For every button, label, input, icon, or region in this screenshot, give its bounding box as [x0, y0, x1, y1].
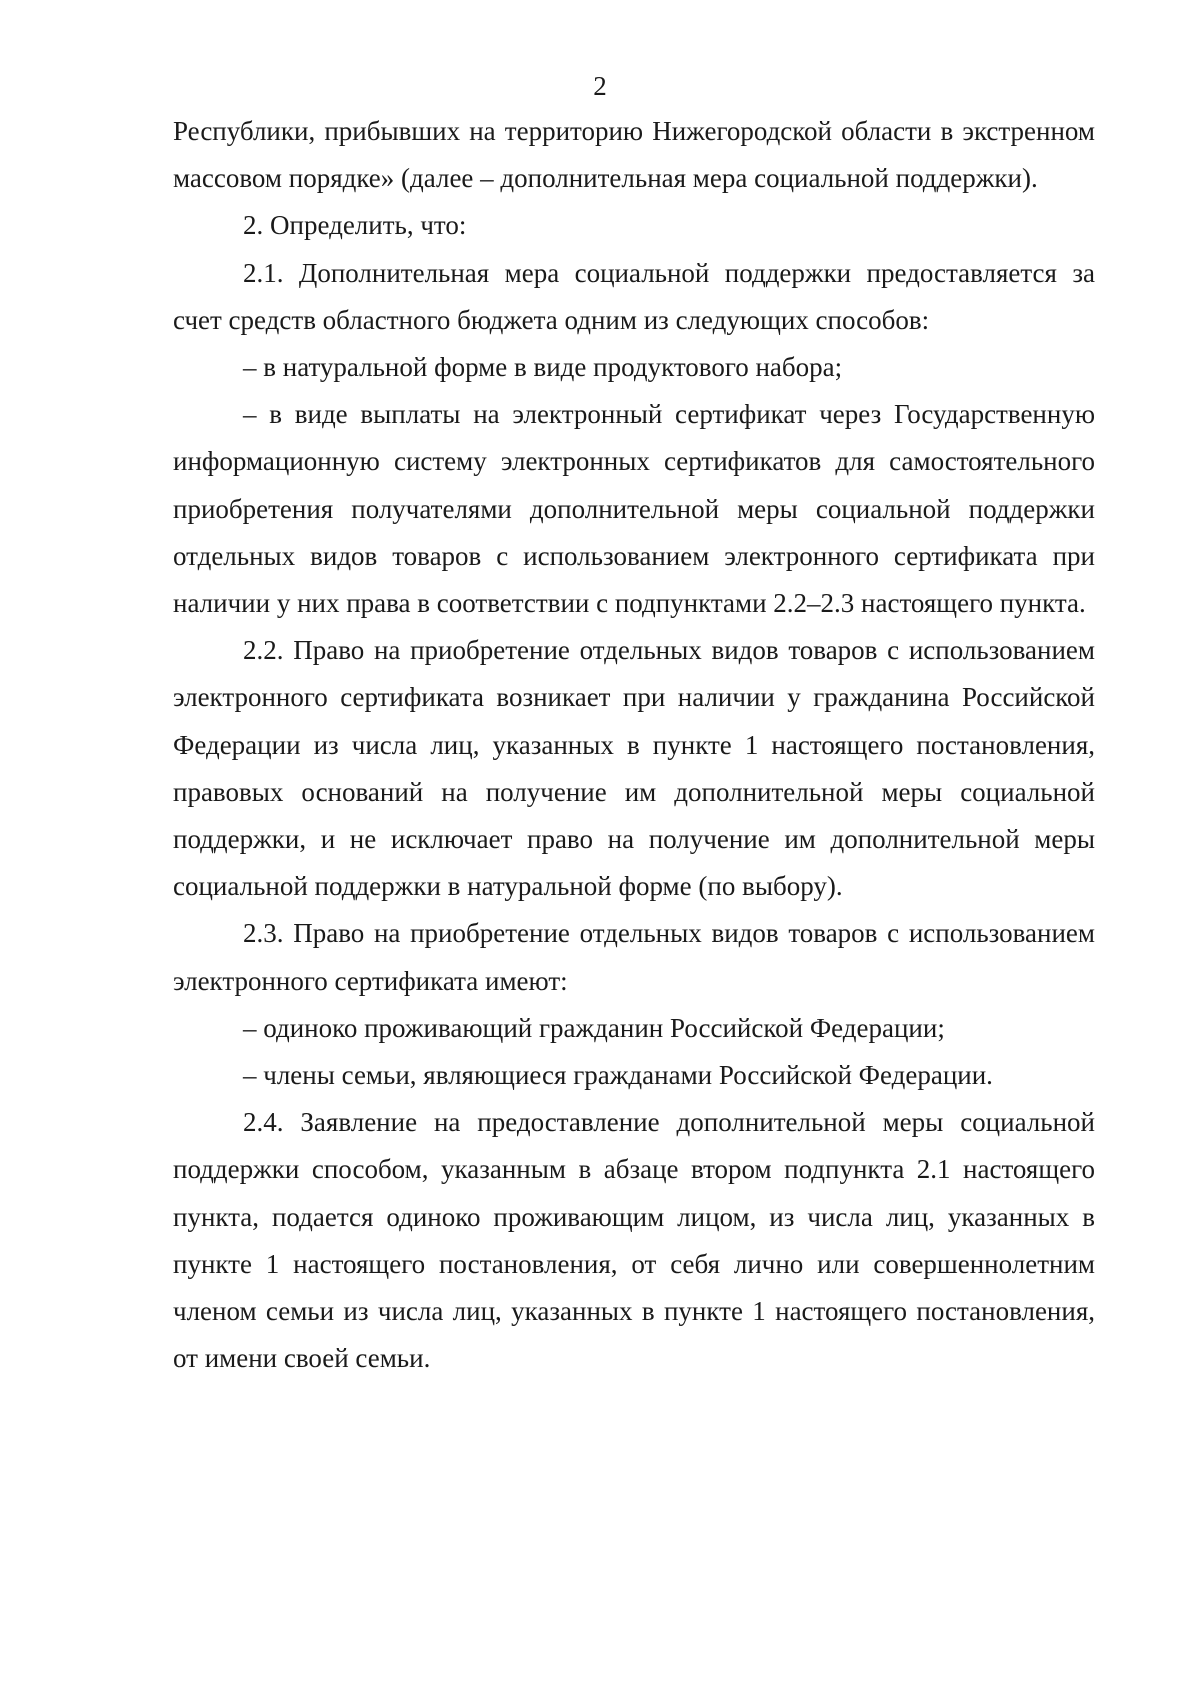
paragraph-item-2-3: 2.3. Право на приобретение отдельных видов товаров с использованием электронного сертификата имеют:	[173, 918, 1095, 996]
paragraph-dash-electronic-certificate: – в виде выплаты на электронный сертификат через Государственную информационную систему электронных сертификатов для самостоятельного приобретения получателями дополнительной меры социальной поддержки отдельных видов товаров с использованием электронного сертификата при наличии у них права в соответствии с подпунктами 2.2–2.3 настоящего пункта.	[173, 399, 1095, 619]
paragraph-continuation: Республики, прибывших на территорию Нижегородской области в экстренном массовом порядке» (далее – дополнительная мера социальной поддержки).	[173, 116, 1095, 194]
paragraph-item-2: 2. Определить, что:	[243, 210, 467, 241]
page-number: 2	[593, 71, 607, 101]
paragraph-item-2-2: 2.2. Право на приобретение отдельных видов товаров с использованием электронного сертификата возникает при наличии у гражданина Российской Федерации из числа лиц, указанных в пункте 1 настоящего постановления, правовых оснований на получение им дополнительной меры социальной поддержки, и не исключает право на получение им дополнительной меры социальной поддержки в натуральной форме (по выбору).	[173, 635, 1095, 902]
paragraph-item-2-1: 2.1. Дополнительная мера социальной поддержки предоставляется за счет средств областного бюджета одним из следующих способов:	[173, 257, 1095, 335]
paragraph-dash-single-citizen: – одиноко проживающий гражданин Российской Федерации;	[243, 1012, 945, 1043]
document-body	[173, 108, 1095, 1382]
paragraph-item-2-4: 2.4. Заявление на предоставление дополнительной меры социальной поддержки способом, указанным в абзаце втором подпункта 2.1 настоящего пункта, подается одиноко проживающим лицом, из числа лиц, указанных в пункте 1 настоящего постановления, от себя лично или совершеннолетним членом семьи из числа лиц, указанных в пункте 1 настоящего постановления, от имени своей семьи.	[173, 1107, 1095, 1374]
paragraph-dash-food-set: – в натуральной форме в виде продуктового набора;	[243, 352, 843, 383]
paragraph-dash-family-members: – члены семьи, являющиеся гражданами Российской Федерации.	[243, 1060, 993, 1091]
